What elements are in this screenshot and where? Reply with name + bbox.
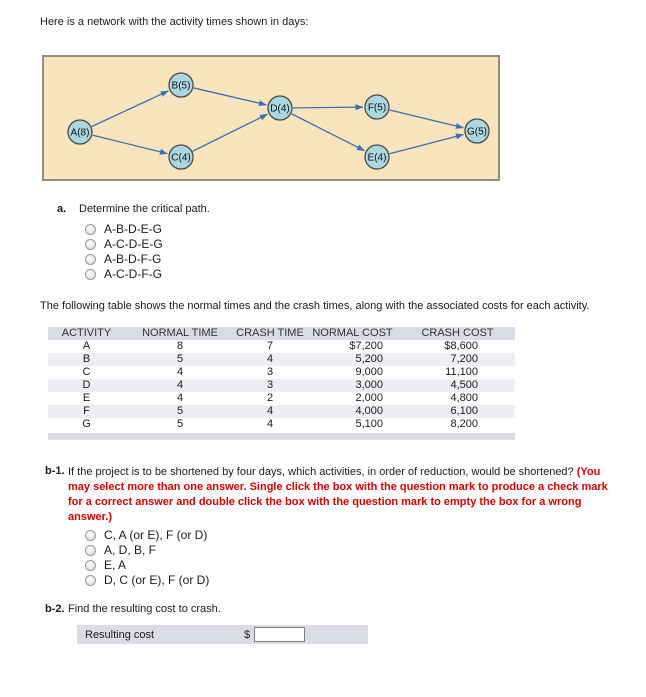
option-label[interactable]: A, D, B, F <box>104 543 157 557</box>
table-footer-strip <box>48 433 515 440</box>
question-a-label: a. <box>57 203 67 215</box>
table-cell: 8,200 <box>450 418 478 430</box>
table-column-header: CRASH TIME <box>236 327 304 339</box>
table-cell: 4 <box>176 366 184 378</box>
radio-button[interactable] <box>85 224 96 235</box>
critical-path-option <box>85 254 646 265</box>
shorten-order-option <box>85 530 646 541</box>
network-node-label-F: F(5) <box>367 102 387 114</box>
critical-path-option <box>85 224 646 235</box>
question-b1-options <box>85 530 646 586</box>
question-a-text: Determine the critical path. <box>79 203 210 215</box>
network-edge-C-D <box>193 114 268 151</box>
table-cell: 7,200 <box>400 353 515 366</box>
network-edge-A-C <box>93 135 168 154</box>
table-cell: 4,000 <box>305 405 400 418</box>
table-cell: 3 <box>266 366 274 378</box>
radio-button[interactable] <box>85 545 96 556</box>
option-label[interactable]: A-C-D-F-G <box>104 267 162 281</box>
crash-table <box>48 327 515 431</box>
table-column-header: NORMAL TIME <box>125 327 235 340</box>
shorten-order-option <box>85 575 646 586</box>
question-b2-label: b-2. <box>45 603 65 615</box>
table-row <box>48 379 515 392</box>
table-cell: 5 <box>125 405 235 418</box>
network-edge-E-G <box>390 135 464 154</box>
table-cell: 5,200 <box>305 353 400 366</box>
table-row <box>48 392 515 405</box>
table-cell: 5 <box>125 353 235 366</box>
question-b2 <box>45 603 646 615</box>
table-cell: $7,200 <box>349 340 383 352</box>
network-edge-F-G <box>390 110 464 128</box>
question-b2-text: Find the resulting cost to crash. <box>68 603 221 615</box>
table-row <box>48 353 515 366</box>
table-cell: G <box>82 418 91 430</box>
table-column-header: CRASH COST <box>400 327 515 340</box>
shorten-order-option <box>85 560 646 571</box>
question-a-options <box>85 224 646 280</box>
table-cell: E <box>82 392 91 404</box>
table-cell: 9,000 <box>355 366 383 378</box>
shorten-order-option <box>85 545 646 556</box>
table-column-header: NORMAL COST <box>305 327 400 340</box>
table-column-header: ACTIVITY <box>48 327 125 340</box>
table-cell: D <box>48 379 125 392</box>
intro-text: Here is a network with the activity times shown in days: <box>40 16 309 28</box>
table-cell: C <box>82 366 91 378</box>
network-node-label-A: A(8) <box>70 127 90 139</box>
dollar-sign: $ <box>244 629 251 641</box>
table-cell: 4 <box>235 405 305 418</box>
radio-button[interactable] <box>85 254 96 265</box>
table-cell: 3 <box>235 379 305 392</box>
network-edge-A-B <box>92 91 169 127</box>
table-cell: 8 <box>176 340 184 352</box>
network-edge-B-D <box>194 88 267 105</box>
table-row <box>48 366 515 379</box>
table-cell: 5 <box>176 418 184 430</box>
network-node-label-E: E(4) <box>367 152 387 164</box>
question-b1 <box>45 465 646 525</box>
question-b1-text <box>68 465 620 525</box>
critical-path-option <box>85 269 646 280</box>
network-node-label-G: G(5) <box>467 126 487 138</box>
table-cell: 4,800 <box>450 392 478 404</box>
table-cell: 4,500 <box>400 379 515 392</box>
table-cell: A <box>82 340 91 352</box>
table-row <box>48 405 515 418</box>
crash-table-header-row <box>48 327 515 340</box>
network-svg <box>44 57 498 179</box>
table-cell: F <box>48 405 125 418</box>
option-label[interactable]: A-B-D-E-G <box>104 222 162 236</box>
network-edge-D-E <box>292 114 365 151</box>
radio-button[interactable] <box>85 560 96 571</box>
table-cell: 11,100 <box>445 366 478 378</box>
radio-button[interactable] <box>85 269 96 280</box>
network-node-label-B: B(5) <box>171 80 191 92</box>
table-cell: 4 <box>176 392 184 404</box>
table-row <box>48 418 515 431</box>
table-cell: 4 <box>125 379 235 392</box>
question-a <box>57 203 646 215</box>
question-b1-label: b-1. <box>45 465 65 477</box>
critical-path-option <box>85 239 646 250</box>
radio-button[interactable] <box>85 239 96 250</box>
table-cell: 4 <box>235 353 305 366</box>
radio-button[interactable] <box>85 575 96 586</box>
option-label[interactable]: A-B-D-F-G <box>104 252 162 266</box>
network-node-label-D: D(4) <box>270 103 290 115</box>
table-intro-text: The following table shows the normal times and the crash times, along with the associated costs for each activity. <box>40 300 590 312</box>
table-row <box>48 340 515 353</box>
table-cell: B <box>48 353 125 366</box>
resulting-cost-label: Resulting cost <box>85 629 155 641</box>
table-cell: $8,600 <box>444 340 478 352</box>
table-cell: 4 <box>266 418 274 430</box>
table-cell: 3,000 <box>305 379 400 392</box>
network-edge-D-F <box>293 107 363 108</box>
table-cell: 2 <box>266 392 274 404</box>
crash-table-body <box>48 340 515 431</box>
resulting-cost-input[interactable] <box>254 627 305 642</box>
table-cell: 6,100 <box>400 405 515 418</box>
option-label[interactable]: E, A <box>104 558 127 572</box>
table-cell: 2,000 <box>355 392 383 404</box>
option-label[interactable]: A-C-D-E-G <box>104 237 163 251</box>
radio-button[interactable] <box>85 530 96 541</box>
option-label[interactable]: D, C (or E), F (or D) <box>104 573 210 587</box>
network-diagram <box>42 55 500 181</box>
question-b1-note-red: (You may select more than one answer. Single click the box with the question mark to produce a check mark for a correct answer and double click the box with the question mark to empty the box for a wrong answer.) <box>68 466 608 523</box>
question-b1-text-black: If the project is to be shortened by four days, which activities, in order of reduction, would be shortened? <box>68 466 577 478</box>
network-node-label-C: C(4) <box>171 152 191 164</box>
table-cell: 5,100 <box>355 418 383 430</box>
option-label[interactable]: C, A (or E), F (or D) <box>104 528 208 542</box>
resulting-cost-row <box>77 625 368 644</box>
table-cell: 7 <box>266 340 274 352</box>
